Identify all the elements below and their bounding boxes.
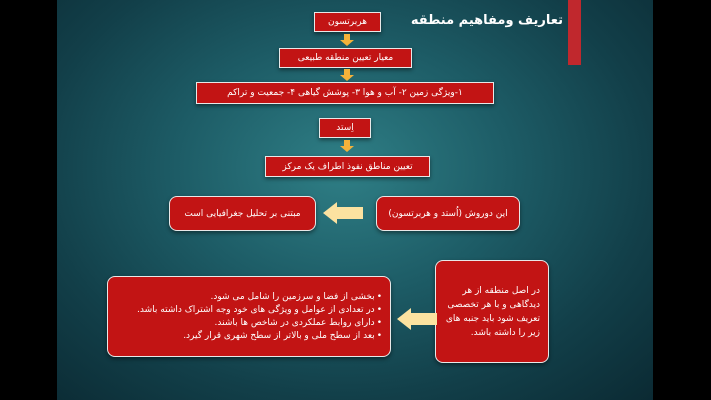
list-item: • دارای روابط عملکردی در شاخص ها باشند. xyxy=(116,317,382,330)
node-region-note-label: در اصل منطقه از هر دیدگاهی و با هر تخصصی تعریف شود باید جنبه های زیر را داشته باشد. xyxy=(445,285,540,338)
node-region-note xyxy=(435,260,549,363)
list-item: • در تعدادی از عوامل و ویژگی های خود وجه اشتراک داشته باشد. xyxy=(116,304,382,317)
node-features xyxy=(196,82,494,104)
arrow-left-icon xyxy=(323,202,363,224)
accent-bar xyxy=(568,0,581,65)
node-herbertson-label: هربرتسون xyxy=(328,17,367,27)
node-both-methods-label: این دوروش (اُستد و هربرتسون) xyxy=(388,208,508,219)
node-herbertson xyxy=(314,12,381,32)
node-influence-label: تعیین مناطق نفوذ اطراف یک مرکز xyxy=(282,161,413,172)
node-influence xyxy=(265,156,430,177)
arrow-down-icon xyxy=(340,34,354,46)
arrow-down-icon xyxy=(340,69,354,81)
node-both-methods xyxy=(376,196,520,231)
slide xyxy=(57,0,653,400)
node-geo-analysis xyxy=(169,196,316,231)
list-item: • بخشی از فضا و سرزمین را شامل می شود. xyxy=(116,291,382,304)
node-features-label: ۱-ویژگی زمین ۲- آب و هوا ۳- پوشش گیاهی ۴- جمعیت و تراکم xyxy=(227,88,463,98)
arrow-down-icon xyxy=(340,140,354,152)
node-region-features xyxy=(107,276,391,357)
slide-title: تعاریف ومفاهیم منطقه xyxy=(410,13,563,28)
list-item: • بعد از سطح ملی و بالاتر از سطح شهری قرار گیرد. xyxy=(116,330,382,343)
node-geo-analysis-label: مبتنی بر تحلیل جغرافیایی است xyxy=(184,208,301,219)
node-stand-label: اِستد xyxy=(336,123,354,133)
node-stand xyxy=(319,118,371,138)
arrow-left-icon xyxy=(397,308,437,330)
node-criterion xyxy=(279,48,412,68)
node-criterion-label: معیار تعیین منطقه طبیعی xyxy=(297,53,394,63)
region-features-list xyxy=(116,291,382,343)
